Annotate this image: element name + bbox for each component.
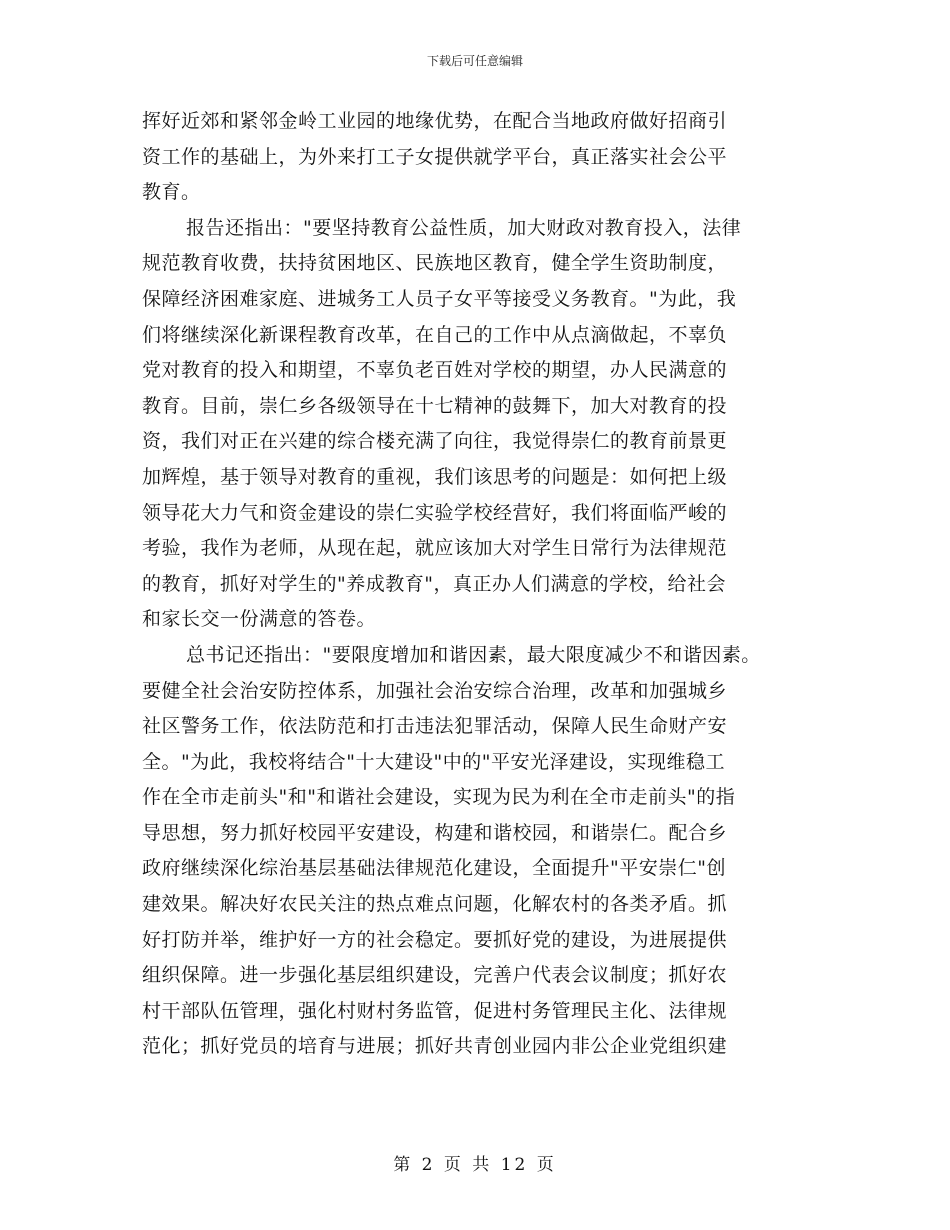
- text-line: 导思想，努力抓好校园平安建设，构建和谐校园，和谐崇仁。配合乡: [142, 821, 728, 844]
- text-line: 组织保障。进一步强化基层组织建设，完善户代表会议制度；抓好农: [142, 964, 728, 987]
- text-line: 好打防并举，维护好一方的社会稳定。要抓好党的建设，为进展提供: [142, 928, 728, 951]
- text-line: 考验，我作为老师，从现在起，就应该加大对学生日常行为法律规范: [142, 537, 728, 560]
- page-header: 下载后可任意编辑: [426, 54, 523, 68]
- text-line: 的教育，抓好对学生的"养成教育"，真正办人们满意的学校，给社会: [142, 572, 726, 595]
- text-line: 加辉煌，基于领导对教育的重视，我们该思考的问题是：如何把上级: [142, 465, 728, 488]
- text-line: 要健全社会治安防控体系，加强社会治安综合治理，改革和加强城乡: [142, 679, 728, 702]
- text-line: 政府继续深化综治基层基础法律规范化建设，全面提升"平安崇仁"创: [142, 857, 726, 880]
- text-line: 和家长交一份满意的答卷。: [142, 608, 377, 631]
- text-line: 党对教育的投入和期望，不辜负老百姓对学校的期望，办人民满意的: [142, 359, 728, 382]
- text-line: 领导花大力气和资金建设的崇仁实验学校经营好，我们将面临严峻的: [142, 501, 728, 524]
- text-line: 建效果。解决好农民关注的热点难点问题，化解农村的各类矛盾。抓: [142, 893, 728, 916]
- text-line: 资，我们对正在兴建的综合楼充满了向往，我觉得崇仁的教育前景更: [142, 430, 728, 453]
- text-line: 资工作的基础上，为外来打工子女提供就学平台，真正落实社会公平: [142, 145, 728, 168]
- page-number-footer: 第 2 页 共 12 页: [393, 1155, 557, 1175]
- text-line: 范化；抓好党员的培育与进展；抓好共青创业园内非公企业党组织建: [142, 1035, 728, 1058]
- paragraph-start-line: 总书记还指出："要限度增加和谐因素，最大限度减少不和谐因素。: [186, 643, 761, 666]
- text-line: 村干部队伍管理，强化村财村务监管，促进村务管理民主化、法律规: [142, 999, 728, 1022]
- text-line: 作在全市走前头"和"和谐社会建设，实现为民为利在全市走前头"的指: [142, 786, 736, 809]
- text-line: 教育。目前，崇仁乡各级领导在十七精神的鼓舞下，加大对教育的投: [142, 394, 728, 417]
- text-line: 挥好近郊和紧邻金岭工业园的地缘优势，在配合当地政府做好招商引: [142, 110, 728, 132]
- paragraph-start-line: 报告还指出："要坚持教育公益性质，加大财政对教育投入，法律: [186, 216, 742, 239]
- text-line: 规范教育收费，扶持贫困地区、民族地区教育，健全学生资助制度，: [142, 252, 728, 275]
- text-line: 全。"为此，我校将结合"十大建设"中的"平安光泽建设，实现维稳工: [142, 750, 725, 773]
- text-line: 们将继续深化新课程教育改革，在自己的工作中从点滴做起，不辜负: [142, 323, 728, 346]
- text-line: 社区警务工作，依法防范和打击违法犯罪活动，保障人民生命财产安: [142, 715, 728, 738]
- text-line: 教育。: [142, 181, 201, 204]
- document-body: [142, 104, 802, 1065]
- text-line: 保障经济困难家庭、进城务工人员子女平等接受义务教育。"为此，我: [142, 287, 737, 310]
